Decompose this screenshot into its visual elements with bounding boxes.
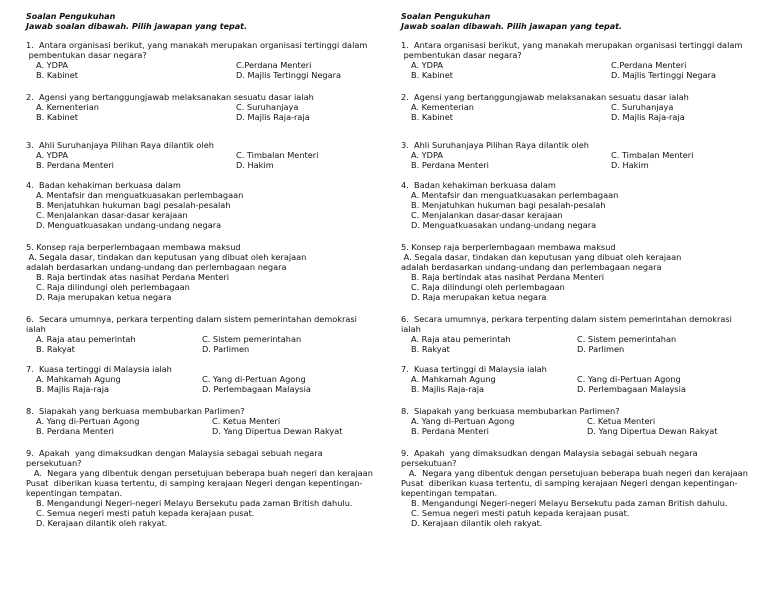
option-c: C. Timbalan Menteri — [236, 150, 319, 160]
option-c: C. Ketua Menteri — [587, 416, 656, 426]
option-a: A. Segala dasar, tindakan dan keputusan yang dibuat oleh kerajaan — [401, 252, 682, 262]
question-2 — [26, 92, 378, 122]
question-4 — [401, 180, 753, 230]
option-a: A. Mentafsir dan menguatkuasakan perlembagaan — [411, 190, 619, 200]
question-5 — [401, 242, 753, 302]
option-grid — [26, 416, 378, 436]
option-d: D. Kerajaan dilantik oleh rakyat. — [411, 518, 543, 528]
option-list — [401, 498, 753, 528]
option-d: D. Majlis Tertinggi Negara — [611, 70, 717, 80]
option-b: B. Kabinet — [36, 112, 78, 122]
option-b: B. Menjatuhkan hukuman bagi pesalah-pesalah — [411, 200, 606, 210]
option-c: C. Yang di-Pertuan Agong — [577, 374, 681, 384]
option-a: A. Raja atau pemerintah — [36, 334, 136, 344]
option-grid — [401, 334, 753, 354]
option-grid — [26, 60, 378, 80]
question-stem: 1. Antara organisasi berikut, yang manakah merupakan organisasi tertinggi dalam — [26, 40, 368, 50]
question-stem: 1. Antara organisasi berikut, yang manakah merupakan organisasi tertinggi dalam — [401, 40, 743, 50]
option-a: A. Mahkamah Agung — [36, 374, 121, 384]
question-8 — [401, 406, 753, 436]
option-d: D. Hakim — [236, 160, 274, 170]
option-d: D. Perlembagaan Malaysia — [202, 384, 311, 394]
option-d: D. Yang Dipertua Dewan Rakyat — [587, 426, 718, 436]
option-b: B. Raja bertindak atas nasihat Perdana Menteri — [36, 272, 230, 282]
worksheet-right — [401, 12, 753, 528]
option-c: C. Suruhanjaya — [236, 102, 299, 112]
option-d: D. Raja merupakan ketua negara — [36, 292, 172, 302]
option-grid — [401, 102, 753, 122]
worksheet-instruction: Jawab soalan dibawah. Pilih jawapan yang tepat. — [26, 22, 248, 31]
question-stem: 6. Secara umumnya, perkara terpenting dalam sistem pemerintahan demokrasi ialah — [401, 314, 735, 334]
option-b: B. Raja bertindak atas nasihat Perdana Menteri — [411, 272, 605, 282]
option-a: A. YDPA — [36, 60, 68, 70]
option-d: D. Parlimen — [202, 344, 250, 354]
option-c: C. Suruhanjaya — [611, 102, 674, 112]
question-7 — [401, 364, 753, 394]
option-grid — [26, 102, 378, 122]
option-c: C. Raja dilindungi oleh perlembagaan — [36, 282, 190, 292]
question-stem: 7. Kuasa tertinggi di Malaysia ialah — [401, 364, 547, 374]
question-8 — [26, 406, 378, 436]
option-list — [26, 190, 378, 230]
option-b: B. Kabinet — [411, 112, 453, 122]
option-d: D. Perlembagaan Malaysia — [577, 384, 686, 394]
option-c: C. Ketua Menteri — [212, 416, 281, 426]
question-4 — [26, 180, 378, 230]
option-grid — [401, 374, 753, 394]
option-a-cont: kepentingan tempatan. — [401, 488, 498, 498]
question-9 — [26, 448, 378, 528]
option-list — [401, 272, 753, 302]
worksheet-title: Soalan Pengukuhan — [401, 12, 491, 21]
option-a: A. Mahkamah Agung — [411, 374, 496, 384]
option-c: C.Perdana Menteri — [236, 60, 312, 70]
option-grid — [401, 150, 753, 170]
option-grid — [26, 374, 378, 394]
question-stem: 3. Ahli Suruhanjaya Pilihan Raya dilantik oleh — [401, 140, 589, 150]
worksheet-instruction: Jawab soalan dibawah. Pilih jawapan yang tepat. — [401, 22, 623, 31]
question-3 — [26, 140, 378, 170]
option-a: A. YDPA — [411, 60, 443, 70]
option-c: C. Menjalankan dasar-dasar kerajaan — [411, 210, 563, 220]
option-a: A. Segala dasar, tindakan dan keputusan yang dibuat oleh kerajaan — [26, 252, 307, 262]
question-stem: 3. Ahli Suruhanjaya Pilihan Raya dilantik oleh — [26, 140, 214, 150]
question-9 — [401, 448, 753, 528]
option-c: C. Raja dilindungi oleh perlembagaan — [411, 282, 565, 292]
question-stem: 2. Agensi yang bertanggungjawab melaksanakan sesuatu dasar ialah — [26, 92, 314, 102]
option-c: C. Sistem pemerintahan — [577, 334, 677, 344]
question-stem: 5. Konsep raja berperlembagaan membawa maksud — [26, 242, 241, 252]
option-b: B. Kabinet — [411, 70, 453, 80]
option-b: B. Perdana Menteri — [411, 160, 489, 170]
question-stem: 7. Kuasa tertinggi di Malaysia ialah — [26, 364, 172, 374]
option-a-cont: Pusat diberikan kuasa tertentu, di samping kerajaan Negeri dengan kepentingan- — [26, 478, 363, 488]
question-stem: 9. Apakah yang dimaksudkan dengan Malaysia sebagai sebuah negara persekutuan? — [26, 448, 326, 468]
question-stem-cont: pembentukan dasar negara? — [26, 50, 147, 60]
question-6 — [401, 314, 753, 354]
option-a-cont: kepentingan tempatan. — [26, 488, 123, 498]
option-c: C.Perdana Menteri — [611, 60, 687, 70]
question-stem: 6. Secara umumnya, perkara terpenting dalam sistem pemerintahan demokrasi ialah — [26, 314, 360, 334]
option-b: B. Rakyat — [411, 344, 450, 354]
option-a: A. Yang di-Pertuan Agong — [411, 416, 515, 426]
option-a: A. Negara yang dibentuk dengan persetujuan beberapa buah negeri dan kerajaan — [26, 468, 373, 478]
worksheet-title: Soalan Pengukuhan — [26, 12, 116, 21]
question-stem: 9. Apakah yang dimaksudkan dengan Malaysia sebagai sebuah negara persekutuan? — [401, 448, 701, 468]
option-list — [26, 272, 378, 302]
question-stem: 8. Siapakah yang berkuasa membubarkan Parlimen? — [26, 406, 245, 416]
option-b: B. Menjatuhkan hukuman bagi pesalah-pesalah — [36, 200, 231, 210]
question-stem: 4. Badan kehakiman berkuasa dalam — [401, 180, 556, 190]
option-b: B. Mengandungi Negeri-negeri Melayu Bersekutu pada zaman British dahulu. — [411, 498, 728, 508]
option-c: C. Sistem pemerintahan — [202, 334, 302, 344]
question-6 — [26, 314, 378, 354]
option-d: D. Majlis Tertinggi Negara — [236, 70, 342, 80]
question-7 — [26, 364, 378, 394]
question-1 — [401, 40, 753, 80]
question-3 — [401, 140, 753, 170]
option-a: A. Kementerian — [411, 102, 474, 112]
option-a: A. YDPA — [36, 150, 68, 160]
question-2 — [401, 92, 753, 122]
option-list — [26, 498, 378, 528]
question-stem: 8. Siapakah yang berkuasa membubarkan Parlimen? — [401, 406, 620, 416]
option-grid — [26, 150, 378, 170]
option-a: A. Kementerian — [36, 102, 99, 112]
option-b: B. Perdana Menteri — [36, 160, 114, 170]
option-c: C. Yang di-Pertuan Agong — [202, 374, 306, 384]
question-stem: 2. Agensi yang bertanggungjawab melaksanakan sesuatu dasar ialah — [401, 92, 689, 102]
option-b: B. Perdana Menteri — [411, 426, 489, 436]
option-d: D. Menguatkuasakan undang-undang negara — [411, 220, 597, 230]
question-stem-cont: pembentukan dasar negara? — [401, 50, 522, 60]
option-d: D. Yang Dipertua Dewan Rakyat — [212, 426, 343, 436]
option-grid — [401, 416, 753, 436]
option-b: B. Majlis Raja-raja — [36, 384, 110, 394]
option-a: A. Negara yang dibentuk dengan persetujuan beberapa buah negeri dan kerajaan — [401, 468, 748, 478]
option-b: B. Mengandungi Negeri-negeri Melayu Bersekutu pada zaman British dahulu. — [36, 498, 353, 508]
option-grid — [401, 60, 753, 80]
option-b: B. Perdana Menteri — [36, 426, 114, 436]
option-a-cont: Pusat diberikan kuasa tertentu, di samping kerajaan Negeri dengan kepentingan- — [401, 478, 738, 488]
option-c: C. Semua negeri mesti patuh kepada kerajaan pusat. — [411, 508, 630, 518]
option-d: D. Majlis Raja-raja — [611, 112, 685, 122]
option-a: A. Raja atau pemerintah — [411, 334, 511, 344]
option-d: D. Menguatkuasakan undang-undang negara — [36, 220, 222, 230]
question-stem: 4. Badan kehakiman berkuasa dalam — [26, 180, 181, 190]
option-a-cont: adalah berdasarkan undang-undang dan perlembagaan negara — [401, 262, 662, 272]
option-d: D. Raja merupakan ketua negara — [411, 292, 547, 302]
question-5 — [26, 242, 378, 302]
option-c: C. Semua negeri mesti patuh kepada kerajaan pusat. — [36, 508, 255, 518]
option-b: B. Majlis Raja-raja — [411, 384, 485, 394]
option-a-cont: adalah berdasarkan undang-undang dan perlembagaan negara — [26, 262, 287, 272]
option-d: D. Hakim — [611, 160, 649, 170]
option-d: D. Majlis Raja-raja — [236, 112, 310, 122]
question-1 — [26, 40, 378, 80]
option-a: A. Yang di-Pertuan Agong — [36, 416, 140, 426]
question-stem: 5. Konsep raja berperlembagaan membawa maksud — [401, 242, 616, 252]
option-list — [401, 190, 753, 230]
option-a: A. YDPA — [411, 150, 443, 160]
option-b: B. Rakyat — [36, 344, 75, 354]
option-grid — [26, 334, 378, 354]
option-c: C. Menjalankan dasar-dasar kerajaan — [36, 210, 188, 220]
option-a: A. Mentafsir dan menguatkuasakan perlembagaan — [36, 190, 244, 200]
option-c: C. Timbalan Menteri — [611, 150, 694, 160]
option-d: D. Kerajaan dilantik oleh rakyat. — [36, 518, 168, 528]
worksheet-left — [26, 12, 378, 528]
option-b: B. Kabinet — [36, 70, 78, 80]
option-d: D. Parlimen — [577, 344, 625, 354]
